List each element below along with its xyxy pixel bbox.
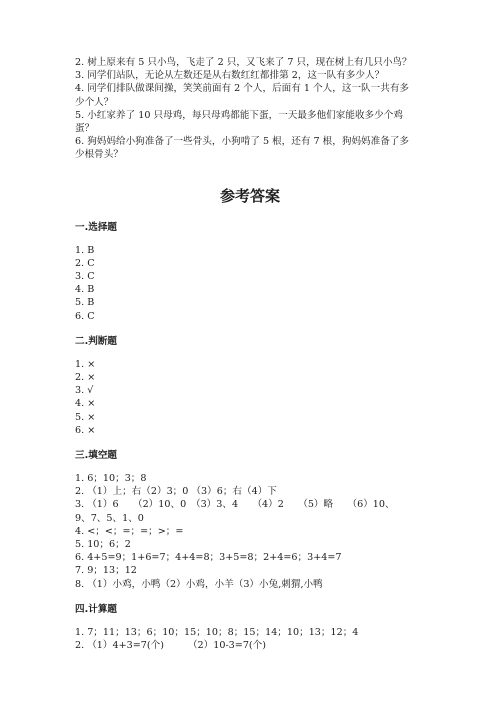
section-heading: 二.判断题 [75, 335, 118, 347]
question-line: 5. 小红家养了 10 只母鸡，每只母鸡都能下蛋，一天最多他们家能收多少个鸡 [75, 109, 403, 121]
answer-line: 3. √ [75, 385, 94, 397]
answer-title: 参考答案 [219, 186, 280, 205]
answer-line: 7. 9；13；12 [75, 565, 137, 577]
question-line: 少根骨头？ [75, 149, 123, 161]
answer-line: 4. × [75, 398, 96, 410]
answer-line: 3. C [75, 271, 95, 283]
section-fill-blank [75, 449, 425, 591]
question-line: 2. 树上原来有 5 只小鸟，飞走了 2 只，又飞来了 7 只，现在树上有几只小鸟？ [75, 57, 412, 68]
answer-line: 1. 7；11；13；6；10；15；10；8；15；14；10；13；12；4 [75, 626, 359, 638]
answer-line: 6. × [75, 424, 96, 436]
question-line: 4. 同学们排队做课间操，笑笑前面有 2 个人，后面有 1 个人，这一队一共有多 [75, 83, 410, 95]
answer-line: 2. × [75, 372, 96, 384]
section-calculation [75, 603, 425, 652]
answer-line: 9、7、5、1、0 [75, 512, 144, 524]
section-heading: 三.填空题 [75, 450, 118, 462]
answer-line: 6. 4+5=9；1+6=7；4+4=8；3+5=8；2+4=6；3+4=7 [75, 552, 342, 564]
section-judgement [75, 335, 425, 437]
answer-line: 2. （1）4+3=7(个) （2）10-3=7(个) [75, 640, 267, 652]
answer-line: 8. （1）小鸡，小鸭（2）小鸡，小羊（3）小兔,刺猬,小鸭 [75, 578, 323, 590]
section-heading: 一.选择题 [75, 221, 118, 233]
question-list [75, 56, 425, 162]
answer-line: 4. <；<；=；=；>；= [75, 525, 184, 537]
section-heading: 四.计算题 [75, 603, 118, 615]
answer-line: 5. 10；6；2 [75, 539, 131, 551]
answer-line: 6. C [75, 310, 95, 322]
answer-line: 1. B [75, 244, 95, 256]
question-line: 6. 狗妈妈给小狗准备了一些骨头，小狗啃了 5 根，还有 7 根，狗妈妈准备了多 [75, 136, 410, 148]
question-line: 3. 同学们站队，无论从左数还是从右数红红都排第 2，这一队有多少人？ [75, 70, 385, 82]
question-line: 少个人？ [75, 96, 114, 108]
section-choice [75, 221, 425, 323]
document-content [75, 56, 425, 652]
answer-line: 5. B [75, 297, 95, 309]
answer-line: 5. × [75, 411, 96, 423]
answer-line: 1. × [75, 358, 96, 370]
question-line: 蛋？ [75, 123, 95, 135]
answer-line: 2. C [75, 257, 95, 269]
answer-line: 1. 6；10；3；8 [75, 473, 147, 485]
answer-line: 3. （1）6 （2）10、0 （3）3、4 （4）2 （5）略 （6）10、 [75, 499, 395, 511]
answer-line: 4. B [75, 284, 95, 296]
answer-line: 2. （1）上；右（2）3；0 （3）6；右（4）下 [75, 486, 277, 498]
